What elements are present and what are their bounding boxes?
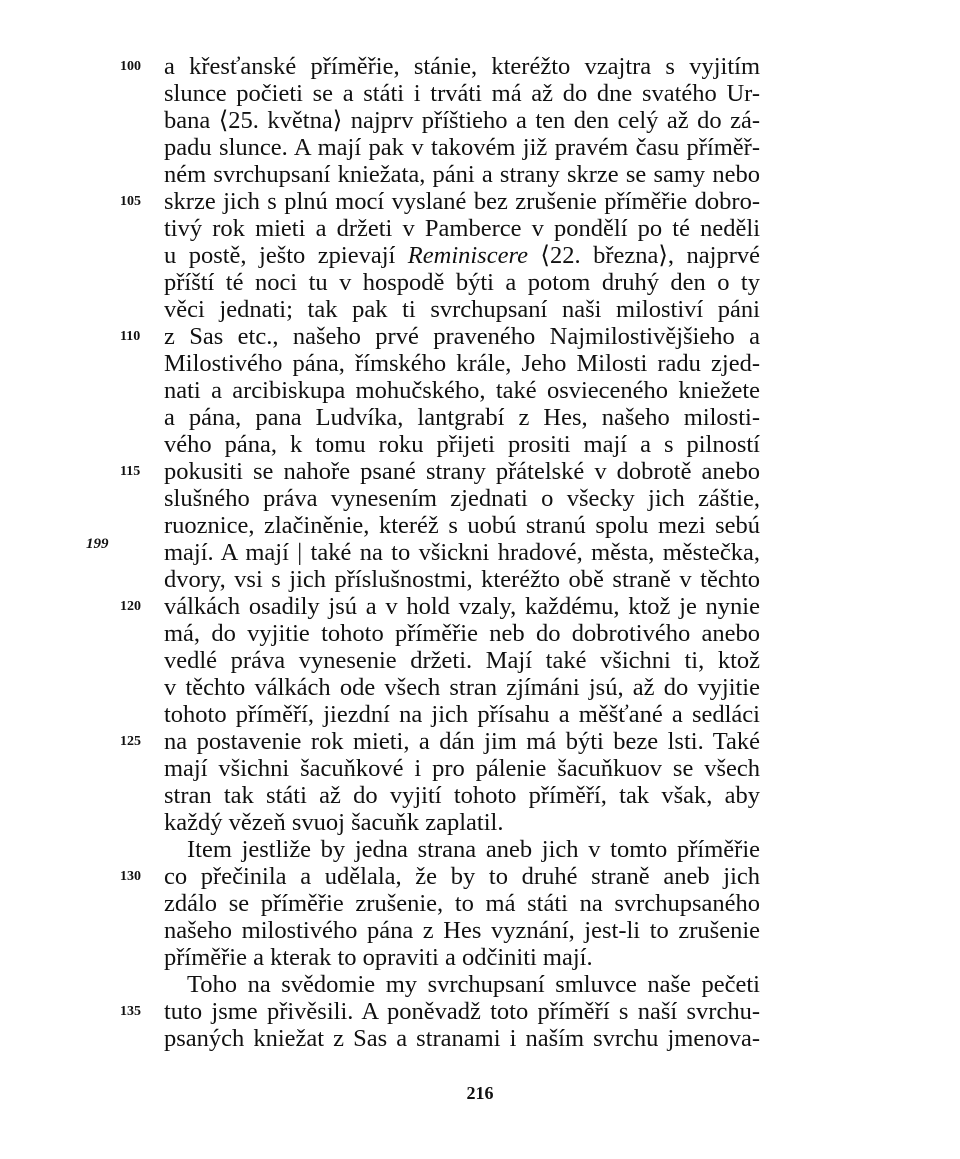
text-line: mají všichni šacuňkové i pro pálenie šacuňkuov se všech [164,755,760,782]
line-number-120: 120 [120,599,141,614]
text-line: Milostivého pána, římského krále, Jeho Milosti radu zjed- [164,350,760,377]
text-line: z Sas etc., našeho prvé praveného Najmilostivějšieho a [164,323,760,350]
text-line: bana ⟨25. května⟩ najprv příštieho a ten den celý až do zá- [164,107,760,134]
text-line: slunce počieti se a státi i trváti má až do dne svatého Ur- [164,80,760,107]
text-line: stran tak státi až do vyjití tohoto příměří, tak však, aby [164,782,760,809]
text-line: zdálo se příměřie zrušenie, to má státi na svrchupsaného [164,890,760,917]
text-line: příměřie a kterak to opraviti a odčiniti mají. [164,944,593,971]
text-line: každý vězeň svuoj šacuňk zaplatil. [164,809,504,836]
line-number-115: 115 [120,464,141,479]
text-line: tohoto příměří, jiezdní na jich přísahu a měšťané a sedláci [164,701,760,728]
line-number-105: 105 [120,194,141,209]
text-line: slušného práva vynesením zjednati o všecky jich záštie, [164,485,760,512]
text-line-with-italic [164,241,760,271]
text-line: na postavenie rok mieti, a dán jim má býti beze lsti. Také [164,728,760,755]
text-line: skrze jich s plnú mocí vyslané bez zrušenie příměřie dobro- [164,188,760,215]
paragraph-start-line: Item jestliže by jedna strana aneb jich v tomto příměřie [187,836,760,863]
line-number-130: 130 [120,869,141,884]
text-line: vedlé práva vynesenie držeti. Mají také všichni ti, ktož [164,647,760,674]
line-number-100: 100 [120,59,141,74]
line-number-125: 125 [120,734,141,749]
text-line: našeho milostivého pána z Hes vyznání, jest-li to zrušenie [164,917,760,944]
text-segment: ⟨22. března⟩, najprvé [527,242,760,269]
text-line: ruoznice, zlačiněnie, kteréž s uobú stranú spolu mezi sebú [164,512,760,539]
text-line: pokusiti se nahoře psané strany přátelské v dobrotě anebo [164,458,760,485]
text-line: příští té noci tu v hospodě býti a potom druhý den o ty [164,269,760,296]
text-line: dvory, vsi s jich příslušnostmi, kteréžto obě straně v těchto [164,566,760,593]
text-line: tivý rok mieti a držeti v Pamberce v pondělí po té neděli [164,215,760,242]
text-line: věci jednati; tak pak ti svrchupsaní naši milostiví páni [164,296,760,323]
text-line: mají. A mají | také na to všickni hradové, města, městečka, [164,539,760,566]
line-number-110: 110 [120,329,141,344]
text-line: a křesťanské příměřie, stánie, kteréžto vzajtra s vyjitím [164,53,760,80]
page-number: 216 [466,1083,494,1103]
original-page-marker: 199 [86,536,109,552]
text-line: vého pána, k tomu roku přijeti prositi mají a s pilností [164,431,760,458]
text-line: ném svrchupsaní kniežata, páni a strany skrze se samy nebo [164,161,760,188]
text-line: psaných kniežat z Sas a stranami i naším svrchu jmenova- [164,1025,760,1052]
text-line: tuto jsme přivěsili. A poněvadž toto příměří s naší svrchu- [164,998,760,1025]
line-number-135: 135 [120,1004,141,1019]
text-line: válkách osadily jsú a v hold vzaly, každému, ktož je nynie [164,593,760,620]
italic-term: Reminiscere [407,242,528,269]
text-line: co přečinila a udělala, že by to druhé straně aneb jich [164,863,760,890]
text-line: padu slunce. A mají pak v takovém již pravém času příměř- [164,134,760,161]
text-line: a pána, pana Ludvíka, lantgrabí z Hes, našeho milosti- [164,404,760,431]
text-line: má, do vyjitie tohoto příměřie neb do dobrotivého anebo [164,620,760,647]
text-segment: u postě, ješto zpievají [164,242,396,269]
paragraph-start-line: Toho na svědomie my svrchupsaní smluvce naše pečeti [187,971,760,998]
text-line: v těchto válkách ode všech stran zjímáni jsú, až do vyjitie [164,674,760,701]
text-line: nati a arcibiskupa mohučského, také osvieceného kniežete [164,377,760,404]
